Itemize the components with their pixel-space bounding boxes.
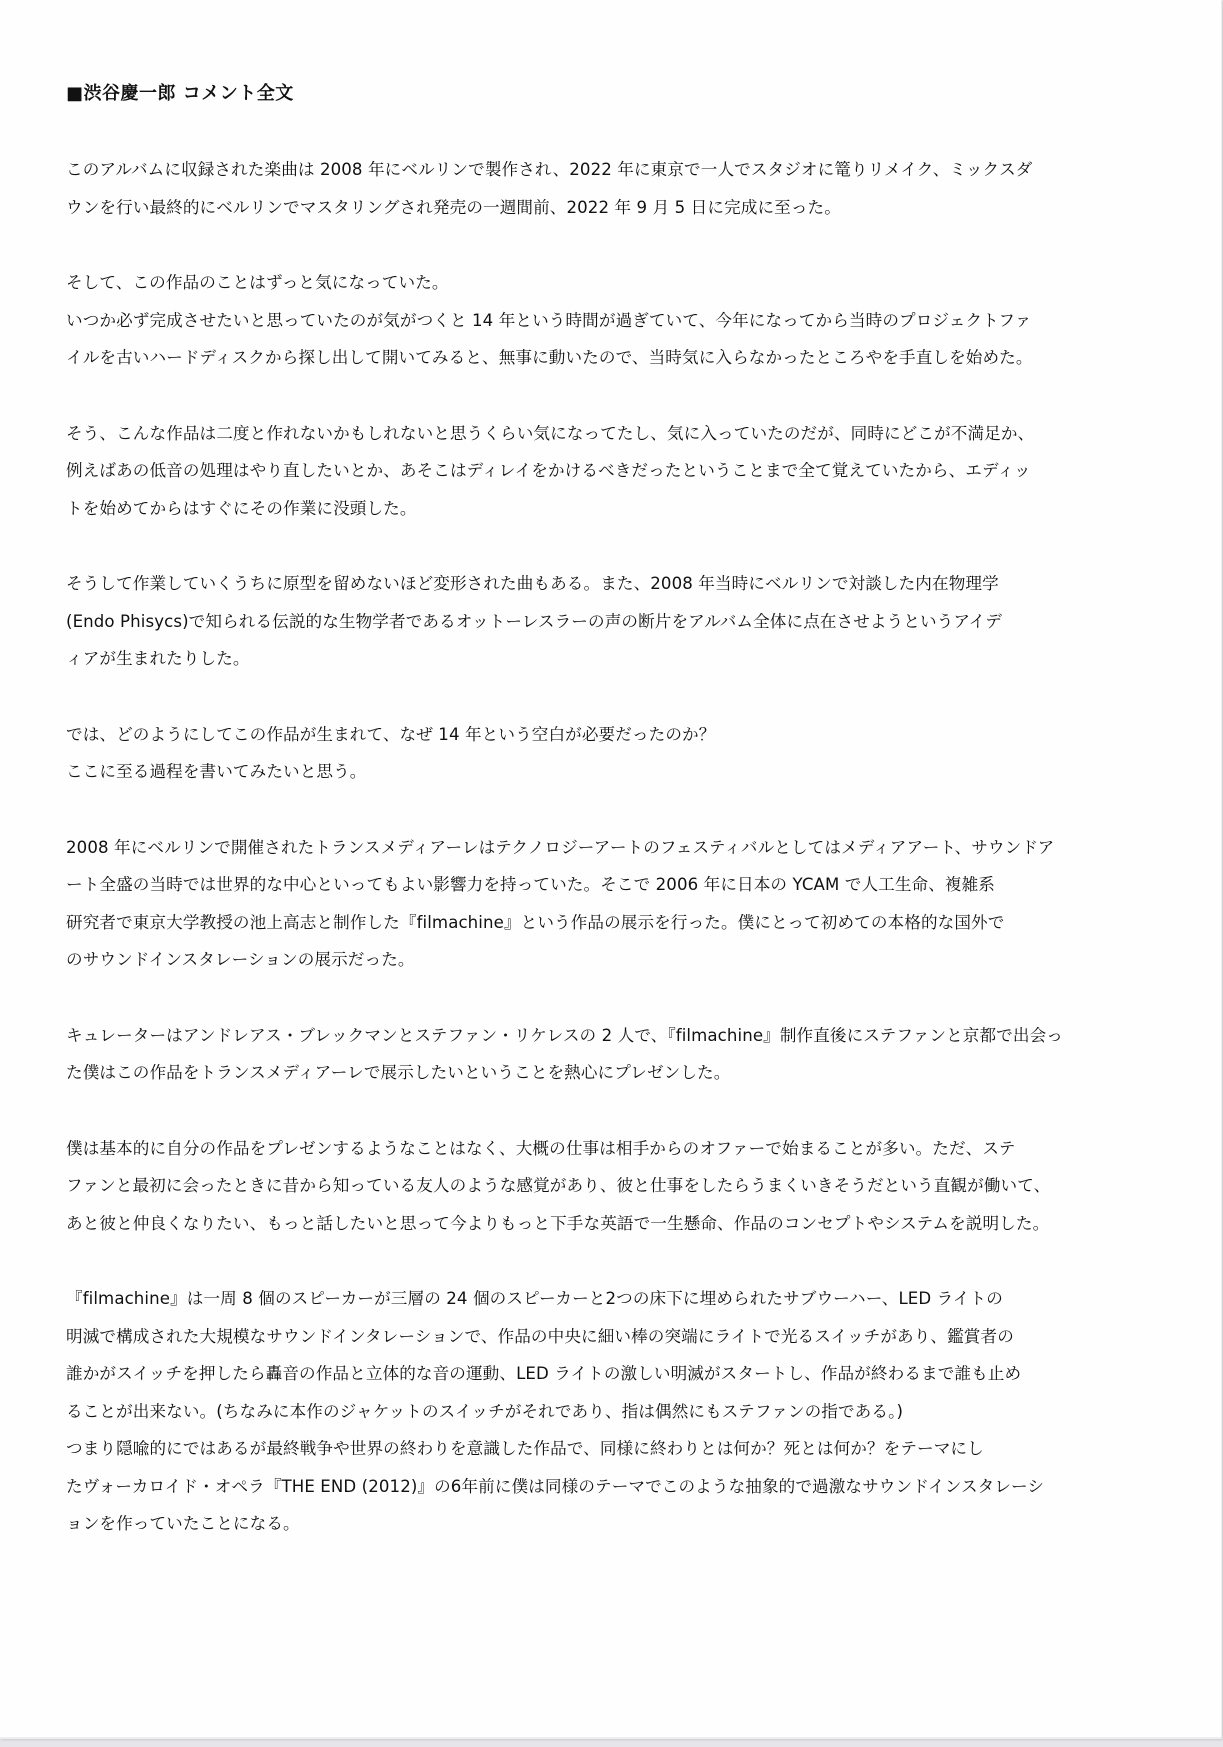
text-line: では、どのようにしてこの作品が生まれて、なぜ 14 年という空白が必要だったのか？ [66, 724, 716, 744]
text-line: 明滅で構成された大規模なサウンドインタレーションで、作品の中央に細い棒の突端にライトで光るスイッチがあり、鑑賞者の [66, 1326, 1014, 1346]
text-line: そして、この作品のことはずっと気になっていた。 [66, 273, 449, 292]
document-body [66, 80, 1166, 1581]
text-line: あと彼と仲良くなりたい、もっと話したいと思って今よりもっと下手な英語で一生懸命、作品のコンセプトやシステムを説明した。 [66, 1213, 1050, 1233]
paragraph-5 [66, 716, 1166, 791]
text-line: ート全盛の当時では世界的な中心といってもよい影響力を持っていた。そこで 2006 年に日本の YCAM で人工生命、複雑系 [66, 875, 996, 894]
paragraph-7 [66, 1017, 1166, 1092]
paragraph-6 [66, 829, 1166, 979]
text-line: 僕は基本的に自分の作品をプレゼンするようなことはなく、大概の仕事は相手からのオファーで始まることが多い。ただ、ステ [66, 1138, 1016, 1158]
text-line: (Endo Phisycs)で知られる伝説的な生物学者であるオットーレスラーの声の断片をアルバム全体に点在させようというアイデ [66, 611, 1003, 631]
text-line: ィアが生まれたりした。 [66, 649, 250, 668]
text-line: たヴォーカロイド・オペラ『THE END (2012)』の6年前に僕は同様のテーマでこのような抽象的で過激なサウンドインスタレーシ [66, 1476, 1045, 1496]
text-line: 例えばあの低音の処理はやり直したいとか、あそこはディレイをかけるべきだったということまで全て覚えていたから、エディッ [66, 461, 1031, 480]
text-line: そうして作業していくうちに原型を留めないほど変形された曲もある。また、2008 年当時にベルリンで対談した内在物理学 [66, 574, 999, 593]
document-heading: ■渋谷慶一郎 コメント全文 [66, 83, 294, 104]
paragraph-9 [66, 1280, 1166, 1543]
text-line: のサウンドインスタレーションの展示だった。 [66, 950, 415, 969]
text-line: そう、こんな作品は二度と作れないかもしれないと思うくらい気になってたし、気に入っていたのだが、同時にどこが不満足か、 [66, 423, 1035, 443]
paragraph-4 [66, 565, 1166, 678]
text-line: 研究者で東京大学教授の池上高志と制作した『filmachine』という作品の展示を行った。僕にとって初めての本格的な国外で [66, 912, 1005, 932]
text-line: トを始めてからはすぐにその作業に没頭した。 [66, 498, 417, 518]
paragraph-1 [66, 151, 1166, 226]
text-line: ここに至る過程を書いてみたいと思う。 [66, 762, 367, 781]
text-line: イルを古いハードディスクから探し出して開いてみると、無事に動いたので、当時気に入らなかったところやを手直しを始めた。 [66, 348, 1033, 367]
text-line: いつか必ず完成させたいと思っていたのが気がつくと 14 年という時間が過ぎていて、今年になってから当時のプロジェクトファ [66, 310, 1032, 330]
text-line: ウンを行い最終的にベルリンでマスタリングされ発売の一週間前、2022 年 9 月 5 日に完成に至った。 [66, 197, 841, 217]
text-line: 誰かがスイッチを押したら轟音の作品と立体的な音の運動、LED ライトの激しい明滅がスタートし、作品が終わるまで誰も止め [66, 1364, 1022, 1383]
text-line: た僕はこの作品をトランスメディアーレで展示したいということを熱心にプレゼンした。 [66, 1063, 731, 1082]
text-line: つまり隠喩的にではあるが最終戦争や世界の終わりを意識した作品で、同様に終わりとは何か？死とは何か？をテーマにし [66, 1439, 984, 1458]
text-line: キュレーターはアンドレアス・ブレックマンとステファン・リケレスの 2 人で、『filmachine』制作直後にステファンと京都で出会っ [66, 1025, 1063, 1045]
text-line: ョンを作っていたことになる。 [66, 1514, 300, 1533]
text-line: 2008 年にベルリンで開催されたトランスメディアーレはテクノロジーアートのフェスティバルとしてはメディアアート、サウンドア [66, 837, 1055, 857]
text-line: ファンと最初に会ったときに昔から知っている友人のような感覚があり、彼と仕事をしたらうまくいきそうだという直観が働いて、 [66, 1176, 1051, 1195]
text-line: 『filmachine』は一周 8 個のスピーカーが三層の 24 個のスピーカーと2つの床下に埋められたサブウーハー、LED ライトの [66, 1289, 1003, 1308]
paragraph-8 [66, 1130, 1166, 1243]
text-line: ることが出来ない。(ちなみに本作のジャケットのスイッチがそれであり、指は偶然にもステファンの指である。) [66, 1401, 904, 1421]
paragraph-2 [66, 264, 1166, 377]
paragraph-3 [66, 415, 1166, 528]
text-line: このアルバムに収録された楽曲は 2008 年にベルリンで製作され、2022 年に東京で一人でスタジオに篭りリメイク、ミックスダ [66, 160, 1033, 179]
